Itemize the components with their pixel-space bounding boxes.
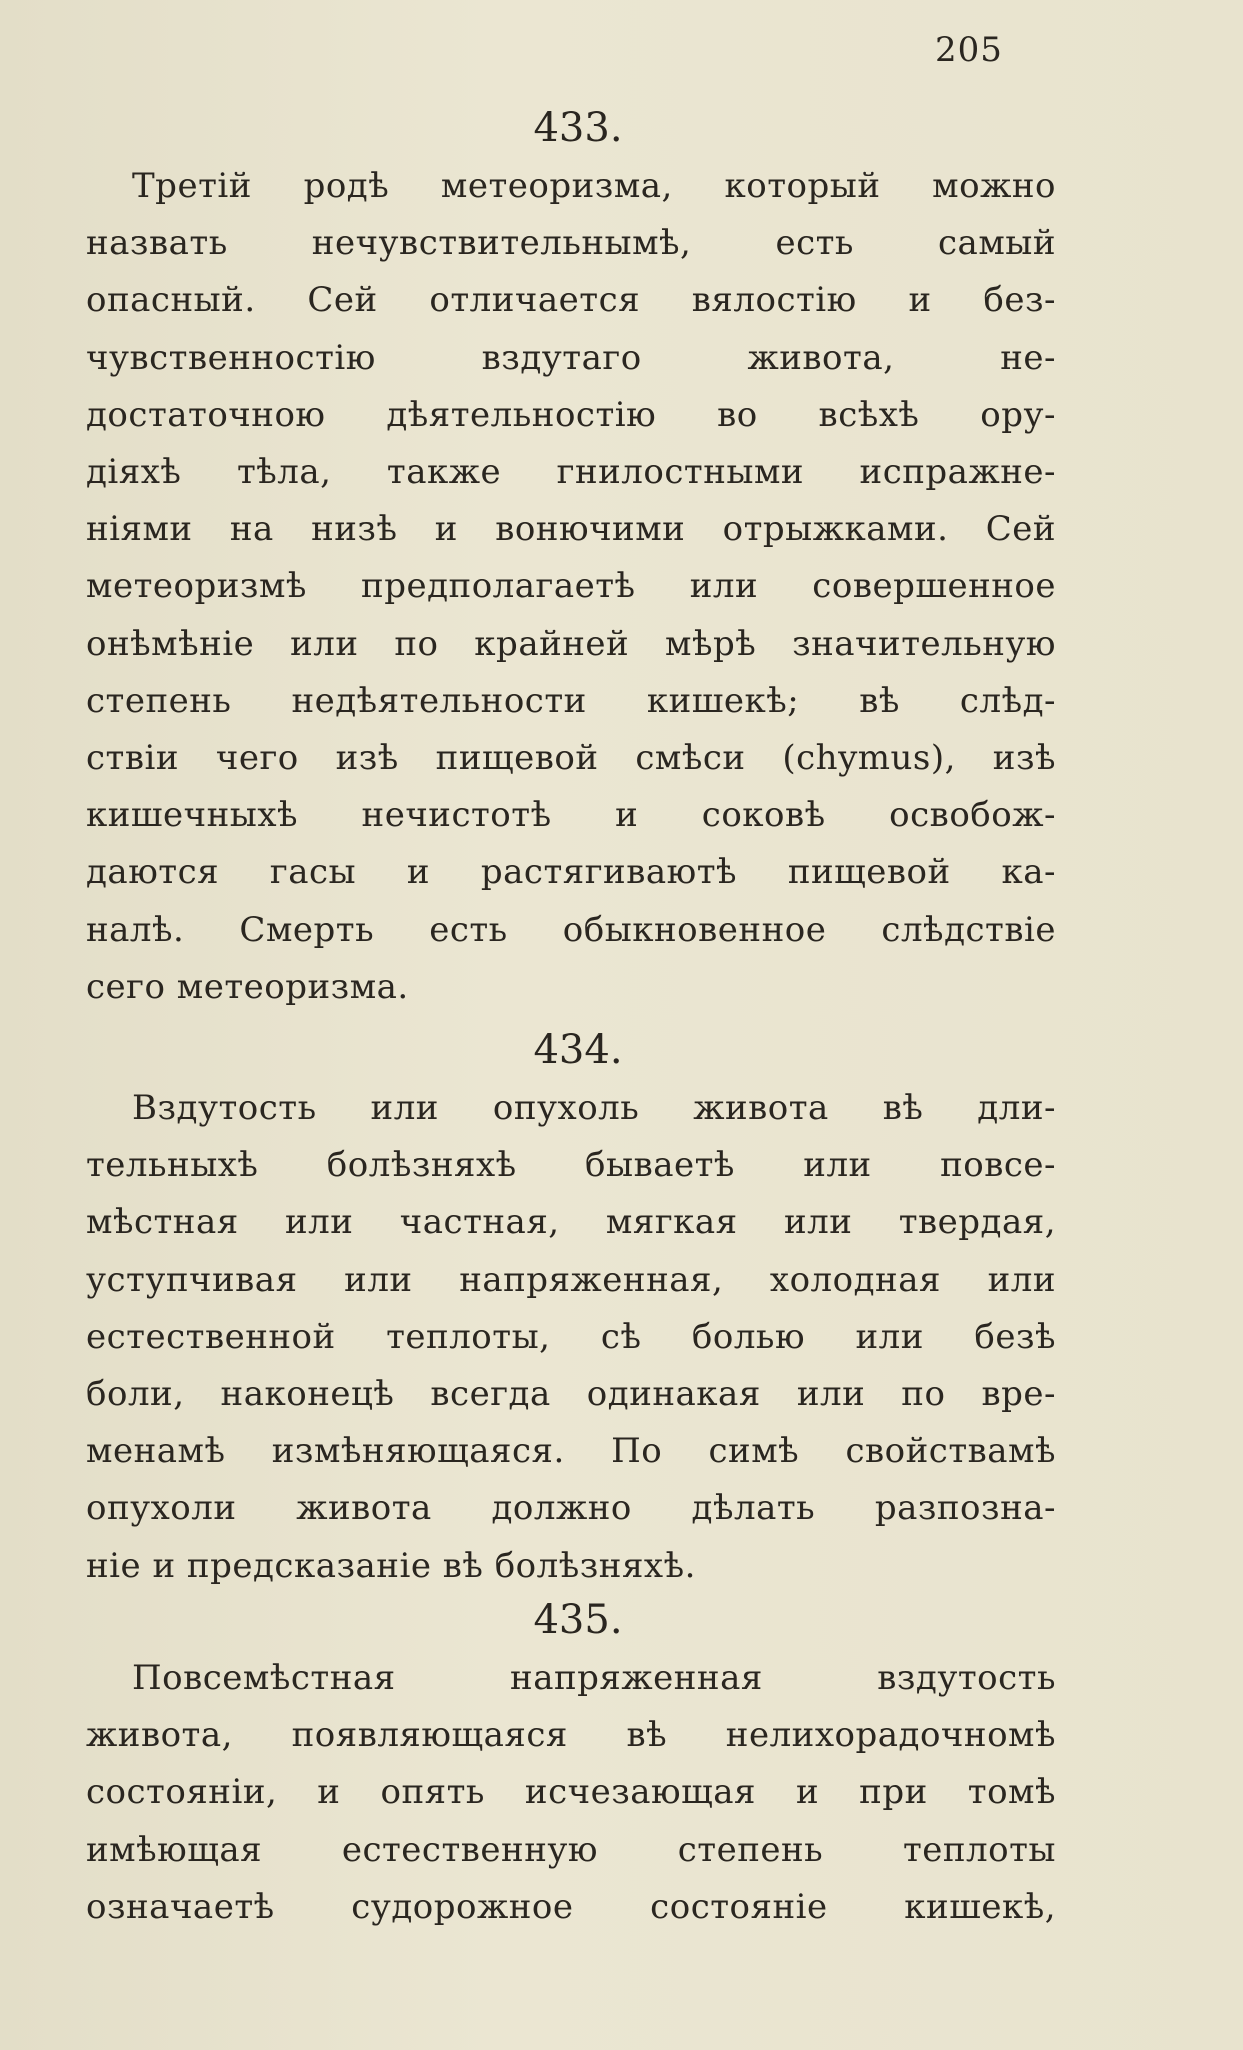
text-line: живота, появляющаяся вѣ нелихорадочномѣ bbox=[86, 1715, 1056, 1756]
text-line: естественной теплоты, сѣ болью или безѣ bbox=[86, 1316, 1056, 1357]
section-433 bbox=[86, 98, 1056, 1016]
text-line: уступчивая или напряженная, холодная или bbox=[86, 1259, 1056, 1300]
text-line: тельныхѣ болѣзняхѣ бываетѣ или повсе- bbox=[86, 1145, 1056, 1186]
text-line: даются гасы и растягиваютѣ пищевой ка- bbox=[86, 852, 1056, 893]
text-line: опасный. Сей отличается вялостію и без- bbox=[86, 280, 1056, 321]
section-number: 435. bbox=[533, 1597, 623, 1643]
text-line: достаточною дѣятельностію во всѣхѣ ору- bbox=[86, 394, 1056, 435]
page-number: 205 bbox=[935, 30, 1003, 70]
text-line: Повсемѣстная напряженная вздутость bbox=[132, 1658, 1056, 1698]
text-line: чувственностію вздутаго живота, не- bbox=[86, 337, 1056, 378]
text-line: Вздутость или опухоль живота вѣ дли- bbox=[132, 1088, 1056, 1128]
section-435 bbox=[86, 1590, 1056, 1936]
section-434 bbox=[86, 1020, 1056, 1595]
text-line: степень недѣятельности кишекѣ; вѣ слѣд- bbox=[86, 680, 1056, 721]
text-line: кишечныхѣ нечистотѣ и соковѣ освобож- bbox=[86, 795, 1056, 836]
text-line: діяхѣ тѣла, также гнилостными испражне- bbox=[86, 452, 1056, 493]
section-number: 433. bbox=[533, 105, 623, 151]
text-line: боли, наконецѣ всегда одинакая или по вре- bbox=[86, 1374, 1056, 1415]
text-line: метеоризмѣ предполагаетѣ или совершенное bbox=[86, 566, 1056, 607]
text-line: означаетѣ судорожное состояніе кишекѣ, bbox=[86, 1886, 1056, 1927]
section-number: 434. bbox=[533, 1027, 623, 1073]
text-line: Третій родѣ метеоризма, который можно bbox=[132, 166, 1056, 206]
text-line: ніями на низѣ и вонючими отрыжками. Сей bbox=[86, 509, 1056, 550]
text-line: ніе и предсказаніе вѣ болѣзняхѣ. bbox=[86, 1545, 696, 1586]
text-line: сего метеоризма. bbox=[86, 966, 409, 1007]
text-line: имѣющая естественную степень теплоты bbox=[86, 1829, 1056, 1870]
text-line: мѣстная или частная, мягкая или твердая, bbox=[86, 1202, 1056, 1243]
text-line: налѣ. Смерть есть обыкновенное слѣдствіе bbox=[86, 909, 1056, 950]
text-line: состояніи, и опять исчезающая и при томѣ bbox=[86, 1772, 1056, 1813]
text-line: онѣмѣніе или по крайней мѣрѣ значительную bbox=[86, 623, 1056, 664]
text-line: опухоли живота должно дѣлать разпозна- bbox=[86, 1488, 1056, 1529]
text-line: менамѣ измѣняющаяся. По симѣ свойствамѣ bbox=[86, 1431, 1056, 1472]
text-line: ствіи чего изѣ пищевой смѣси (chymus), изѣ bbox=[86, 738, 1056, 779]
text-line: назвать нечувствительнымѣ, есть самый bbox=[86, 223, 1056, 264]
